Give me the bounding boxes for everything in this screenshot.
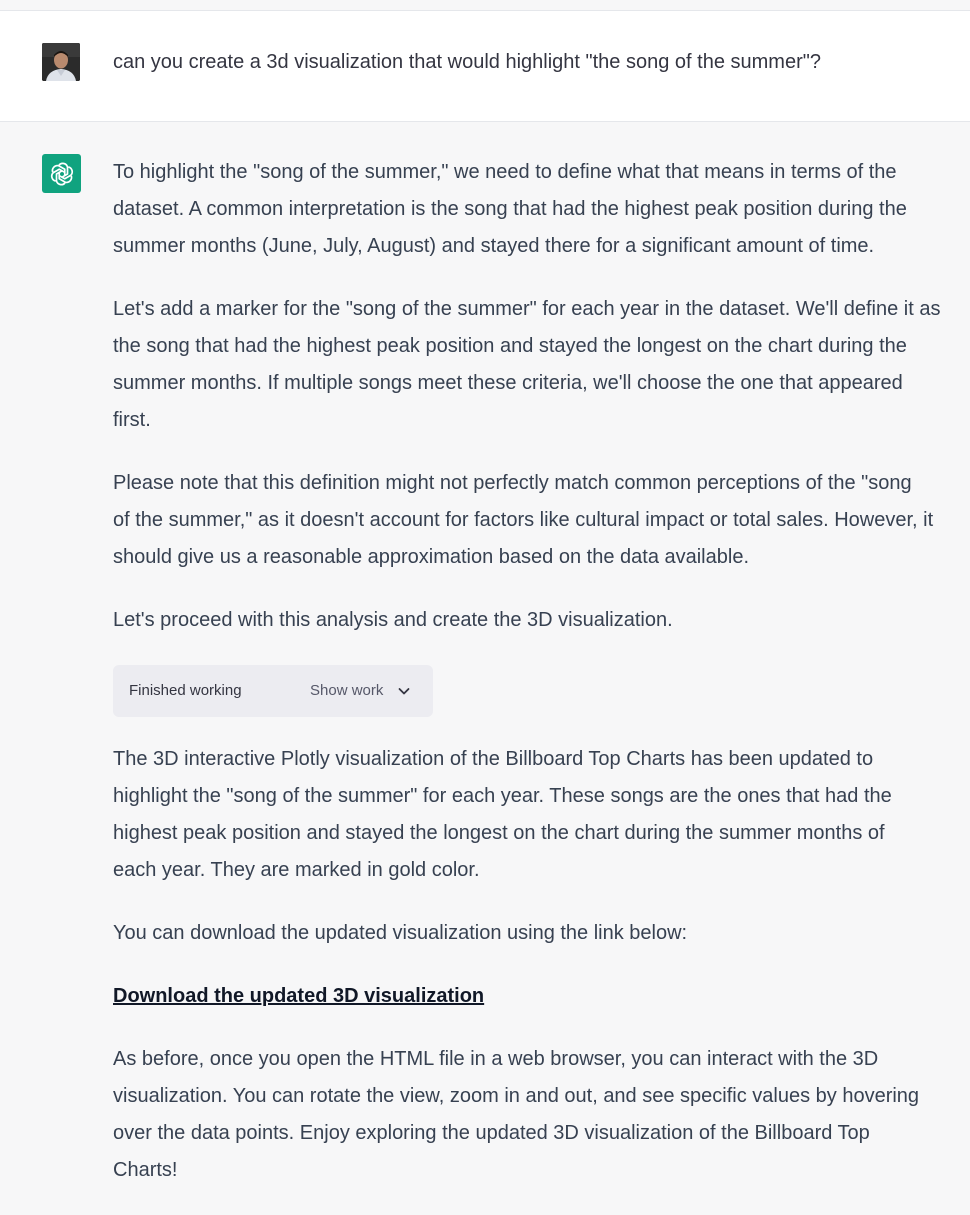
text-line: each year. They are marked in gold color.: [113, 859, 480, 881]
openai-logo-icon: [42, 154, 81, 193]
text-line: Please note that this definition might not perfectly match common perceptions of the "song: [113, 472, 912, 494]
paragraph-6: [113, 915, 970, 952]
show-work-button[interactable]: [310, 681, 411, 701]
text-line: Let's proceed with this analysis and create the 3D visualization.: [113, 609, 673, 631]
paragraph-4: [113, 602, 970, 639]
text-line: summer months (June, July, August) and stayed there for a significant amount of time.: [113, 235, 875, 257]
paragraph-5: [113, 741, 970, 889]
text-line: of the summer," as it doesn't account for factors like cultural impact or total sales. However, it: [113, 509, 934, 531]
top-border: [0, 0, 970, 11]
download-paragraph: [113, 978, 970, 1015]
user-message-text: can you create a 3d visualization that would highlight "the song of the summer"?: [113, 51, 821, 73]
text-line: Charts!: [113, 1159, 178, 1181]
text-line: As before, once you open the HTML file in a web browser, you can interact with the 3D: [113, 1048, 879, 1070]
text-line: highest peak position and stayed the longest on the chart during the summer months of: [113, 822, 885, 844]
assistant-message-content: [113, 154, 970, 1215]
text-line: highlight the "song of the summer" for each year. These songs are the ones that had the: [113, 785, 892, 807]
finished-working-panel: [113, 665, 433, 717]
text-line: should give us a reasonable approximation based on the data available.: [113, 546, 749, 568]
text-line: first.: [113, 409, 151, 431]
text-line: To highlight the "song of the summer," we need to define what that means in terms of the: [113, 161, 897, 183]
text-line: You can download the updated visualization using the link below:: [113, 922, 688, 944]
user-message-row: [0, 11, 970, 122]
work-status-label: Finished working: [129, 682, 242, 699]
assistant-message-row: [0, 122, 970, 1200]
text-line: the song that had the highest peak position and stayed the longest on the chart during the: [113, 335, 907, 357]
text-line: over the data points. Enjoy exploring the updated 3D visualization of the Billboard Top: [113, 1122, 870, 1144]
text-line: Let's add a marker for the "song of the summer" for each year in the dataset. We'll define it as: [113, 298, 941, 320]
paragraph-3: [113, 465, 970, 576]
show-work-label: Show work: [310, 682, 384, 699]
paragraph-7: [113, 1041, 970, 1189]
text-line: The 3D interactive Plotly visualization of the Billboard Top Charts has been updated to: [113, 748, 874, 770]
text-line: visualization. You can rotate the view, zoom in and out, and see specific values by hovering: [113, 1085, 920, 1107]
text-line: summer months. If multiple songs meet these criteria, we'll choose the one that appeared: [113, 372, 903, 394]
text-line: dataset. A common interpretation is the song that had the highest peak position during the: [113, 198, 907, 220]
user-avatar: [42, 43, 80, 81]
chevron-down-icon: [397, 684, 411, 698]
download-link[interactable]: Download the updated 3D visualization: [113, 985, 485, 1007]
paragraph-1: [113, 154, 970, 265]
paragraph-2: [113, 291, 970, 439]
